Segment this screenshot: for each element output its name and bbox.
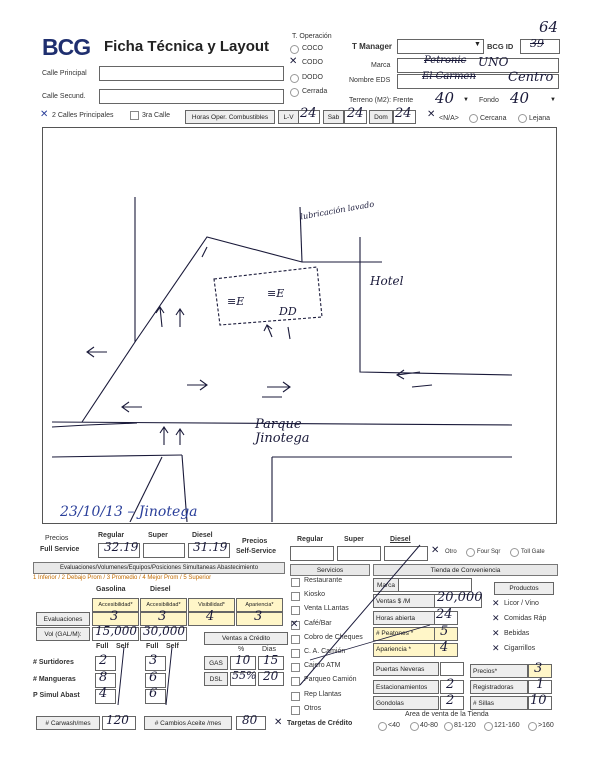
dom-label: Dom <box>369 110 393 124</box>
x-check-icon[interactable]: ✕ <box>492 628 500 638</box>
radio-coco[interactable] <box>290 45 299 54</box>
chevron-down-icon[interactable]: ▼ <box>550 97 556 103</box>
vol-diesel-value: 30,000 <box>143 624 185 638</box>
self-service-label: Self-Service <box>236 548 277 555</box>
bcg-logo: BCG <box>42 34 91 60</box>
self-diesel-label: Diesel <box>390 536 411 543</box>
registradoras-label: Registradoras <box>470 680 528 694</box>
precios-label: Precios <box>45 535 69 542</box>
tienda-header: Tienda de Conveniencia <box>373 564 558 576</box>
radio-dodo[interactable] <box>290 74 299 83</box>
radio-cercana[interactable] <box>469 114 478 123</box>
marca-label: Marca <box>371 62 391 69</box>
cercana-label: Cercana <box>480 115 507 122</box>
x-check-icon[interactable]: ✕ <box>40 109 49 120</box>
self-super-label: Super <box>344 536 364 543</box>
self-regular-label: Regular <box>297 536 324 543</box>
gondolas-value: 2 <box>446 693 455 708</box>
mangueras-gas-value: 8 <box>99 670 108 685</box>
na-label: <N/A> <box>439 115 459 122</box>
otro-label: Otro <box>445 549 457 555</box>
sketch-lavado-tag: lubricación lavado <box>299 199 375 222</box>
servicio-label: Parqueo Camión <box>304 676 357 684</box>
precios-tienda-label: Precios* <box>470 664 528 678</box>
tienda-marca-label: Marca <box>373 578 399 592</box>
layout-sketch <box>42 127 555 522</box>
radio-lejana[interactable] <box>518 114 527 123</box>
sillas-label: # Sillas <box>470 696 528 710</box>
surtidores-diesel-value: 3 <box>149 653 158 668</box>
servicio-label: Cobro de Cheques <box>304 633 363 641</box>
area-option-label: 81-120 <box>454 722 476 729</box>
dom-value: 24 <box>395 106 412 121</box>
ventas-credito-button[interactable]: Ventas a Crédito <box>204 632 288 645</box>
regular-label: Regular <box>98 532 125 539</box>
tarjetas-label: Targetas de Crédito <box>287 720 353 727</box>
calle-principal-field[interactable] <box>99 66 284 81</box>
mangueras-label: # Mangueras <box>33 676 76 683</box>
registradoras-value: 1 <box>536 677 545 692</box>
four-sqr-label: Four Sqr <box>477 549 501 555</box>
radio-toll-gate[interactable] <box>510 548 519 557</box>
x-check-icon[interactable]: ✕ <box>492 613 500 623</box>
nombre-eds-label: Nombre EDS <box>349 77 391 84</box>
lejana-label: Lejana <box>529 115 551 122</box>
gondolas-label: Gondolas <box>373 696 439 710</box>
carwash-value: 120 <box>106 713 129 727</box>
sab-label: Sab <box>323 110 344 124</box>
area-radio[interactable] <box>528 722 537 731</box>
surtidores-label: # Surtidores <box>33 659 74 666</box>
horas-label: Horas abierta <box>373 611 435 625</box>
calle-secund-label: Calle Secund. <box>42 93 86 100</box>
dsl-label: DSL <box>204 672 228 686</box>
chevron-down-icon[interactable]: ▼ <box>474 41 481 48</box>
tercera-calle-label: 3ra Calle <box>142 112 171 119</box>
productos-button[interactable]: Productos <box>494 582 554 595</box>
sillas-value: 10 <box>530 693 547 708</box>
operacion-dodo: DODO <box>302 74 323 81</box>
cambios-button[interactable]: # Cambios Aceite /mes <box>144 716 232 730</box>
simul-diesel-value: 6 <box>149 686 158 701</box>
eval-value: 3 <box>110 609 119 624</box>
self-label: Self <box>116 643 129 650</box>
servicio-label: Otros <box>304 704 322 712</box>
self-precios-label: Precios <box>242 538 268 545</box>
marca-struck: Petronic <box>424 55 467 66</box>
x-check-icon[interactable]: ✕ <box>492 643 500 653</box>
sab-value: 24 <box>347 106 364 121</box>
surtidores-gas-value: 2 <box>99 653 108 668</box>
sketch-hotel-tag: Hotel <box>370 274 404 288</box>
eval-value: 3 <box>158 609 167 624</box>
lv-value: 24 <box>300 106 317 121</box>
servicio-label: C. A. Camión <box>304 648 346 655</box>
calle-secund-field[interactable] <box>99 89 284 104</box>
fondo-value: 40 <box>510 89 530 107</box>
dsl-dias-value: 20 <box>263 669 279 683</box>
area-option-label: >160 <box>538 722 554 729</box>
x-check-icon[interactable]: ✕ <box>427 109 436 120</box>
calle-principal-label: Calle Principal <box>42 70 87 77</box>
area-option-label: <40 <box>388 722 400 729</box>
full-service-label: Full Service <box>40 546 80 553</box>
servicio-label: Venta LLantas <box>304 605 349 613</box>
self-column-strokes <box>110 645 190 710</box>
full-regular-value: 32.19 <box>104 540 139 554</box>
operacion-coco: COCO <box>302 45 323 52</box>
chevron-down-icon[interactable]: ▼ <box>463 97 469 103</box>
apariencia-value: 4 <box>440 640 449 655</box>
super-label: Super <box>148 532 168 539</box>
evaluaciones-button[interactable]: Evaluaciones <box>36 612 90 626</box>
area-radio[interactable] <box>484 722 493 731</box>
horas-oper-button[interactable]: Horas Oper. Combustibles <box>185 110 275 124</box>
eval-value: 4 <box>206 609 215 624</box>
svg-text:≡E: ≡E <box>267 287 285 300</box>
area-radio[interactable] <box>410 722 419 731</box>
dos-calles-label: 2 Calles Principales <box>52 112 114 119</box>
toll-gate-label: Toll Gate <box>521 549 545 555</box>
dias-label: Dias <box>262 646 277 653</box>
producto-label: Licor / Vino <box>504 600 539 607</box>
peatones-value: 5 <box>440 624 449 639</box>
evaluaciones-scale: 1 Inferior / 2 Debajo Prom / 3 Promedio / 4 Mejor Prom / 5 Superior <box>33 575 212 581</box>
full-label: Full <box>96 643 109 650</box>
nombre-eds-value: Centro <box>508 70 554 85</box>
vol-button[interactable]: Vol (GAL/M): <box>36 627 90 641</box>
full-label: Full <box>146 643 159 650</box>
ventas-value: 20,000 <box>437 590 483 605</box>
peatones-label: # Peatones * <box>373 627 435 641</box>
marca-value: UNO <box>478 55 509 69</box>
servicio-label: Café/Bar <box>304 619 332 627</box>
gas-label: GAS <box>204 656 228 670</box>
x-check-icon[interactable]: ✕ <box>289 56 298 67</box>
mangueras-diesel-value: 6 <box>149 670 158 685</box>
terreno-label: Terreno (M2): Frente <box>349 97 414 104</box>
bcg-id-label: BCG ID <box>487 42 514 51</box>
x-check-icon[interactable]: ✕ <box>274 717 283 728</box>
page-title: Ficha Técnica y Layout <box>104 38 270 55</box>
bcg-id-value: 39 <box>530 37 544 50</box>
servicio-label: Kiosko <box>304 591 326 599</box>
sketch-date-tag: 23/10/13 – Jinotega <box>60 504 198 520</box>
diesel-label: Diesel <box>192 532 213 539</box>
simul-label: P Simul Abast <box>33 692 80 699</box>
full-diesel-value: 31.19 <box>193 540 228 554</box>
gasolina-label: Gasolina <box>96 586 126 593</box>
simul-gas-value: 4 <box>99 686 108 701</box>
evaluaciones-header: Evaluaciones/Volumenes/Equipos/Posiciones Simultaneas Abastecimiento <box>33 562 285 574</box>
operacion-title: T. Operación <box>292 33 332 40</box>
servicio-checkbox[interactable] <box>291 692 300 701</box>
area-radio[interactable] <box>444 722 453 731</box>
full-super-field[interactable] <box>143 543 185 558</box>
area-option-label: 40-80 <box>420 722 438 729</box>
dsl-pct-value: 55% <box>232 669 257 682</box>
producto-label: Bebidas <box>504 630 530 637</box>
nombre-eds-struck: El Carmen <box>422 71 476 82</box>
precios-tienda-value: 3 <box>534 661 543 676</box>
svg-text:DD: DD <box>279 305 297 318</box>
ventas-label: Ventas $ /M <box>373 594 435 608</box>
area-label: Area de venta de la Tienda <box>405 711 489 718</box>
gas-dias-value: 15 <box>263 653 279 667</box>
apariencia-label: Apariencia * <box>373 643 435 657</box>
producto-label: Comidas Ráp <box>504 615 547 622</box>
horas-value: 24 <box>436 607 453 622</box>
estac-value: 2 <box>446 677 455 692</box>
tercera-calle-checkbox[interactable] <box>130 111 139 120</box>
producto-label: Cigarrillos <box>504 645 536 652</box>
servicio-label: Restaurante <box>304 577 343 584</box>
col-acc1: Accesibilidad* <box>92 598 139 612</box>
fondo-label: Fondo <box>479 97 499 104</box>
svg-text:≡E: ≡E <box>227 295 245 308</box>
x-check-icon[interactable]: ✕ <box>492 598 500 608</box>
servicio-label: Rep Llantas <box>304 690 342 698</box>
servicio-checkbox[interactable] <box>291 706 300 715</box>
estac-label: Estacionamientos <box>373 680 439 694</box>
carwash-button[interactable]: # Carwash/mes <box>36 716 100 730</box>
lv-label: L-V <box>278 110 299 124</box>
eval-value: 3 <box>254 609 263 624</box>
area-option-label: 121-160 <box>494 722 520 729</box>
servicio-label: Cajero ATM <box>304 662 341 670</box>
col-visibilidad: Visibilidad* <box>188 598 235 612</box>
pct-label: % <box>238 646 245 653</box>
neveras-label: Puertas Neveras <box>373 662 439 676</box>
area-radio[interactable] <box>378 722 387 731</box>
frente-value: 40 <box>435 89 455 107</box>
page-number: 64 <box>539 18 559 36</box>
operacion-codo: CODO <box>302 59 323 66</box>
t-manager-select[interactable] <box>397 39 484 54</box>
t-manager-label: T Manager <box>352 42 393 51</box>
x-check-icon[interactable]: ✕ <box>290 619 299 630</box>
eval-diesel-label: Diesel <box>150 586 171 593</box>
sketch-parque-tag: Parque Jinotega <box>255 417 310 446</box>
vol-gas-value: 15,000 <box>95 624 137 638</box>
radio-cerrada[interactable] <box>290 88 299 97</box>
operacion-cerrada: Cerrada <box>302 88 328 95</box>
col-apariencia: Apariencia* <box>236 598 283 612</box>
servicios-header: Servicios <box>290 564 370 576</box>
gas-pct-value: 10 <box>235 653 251 667</box>
col-acc2: Accesibilidad* <box>140 598 187 612</box>
cambios-value: 80 <box>242 713 258 727</box>
self-label: Self <box>166 643 179 650</box>
pen-strokes <box>290 540 470 690</box>
x-check-icon[interactable]: ✕ <box>431 545 440 556</box>
